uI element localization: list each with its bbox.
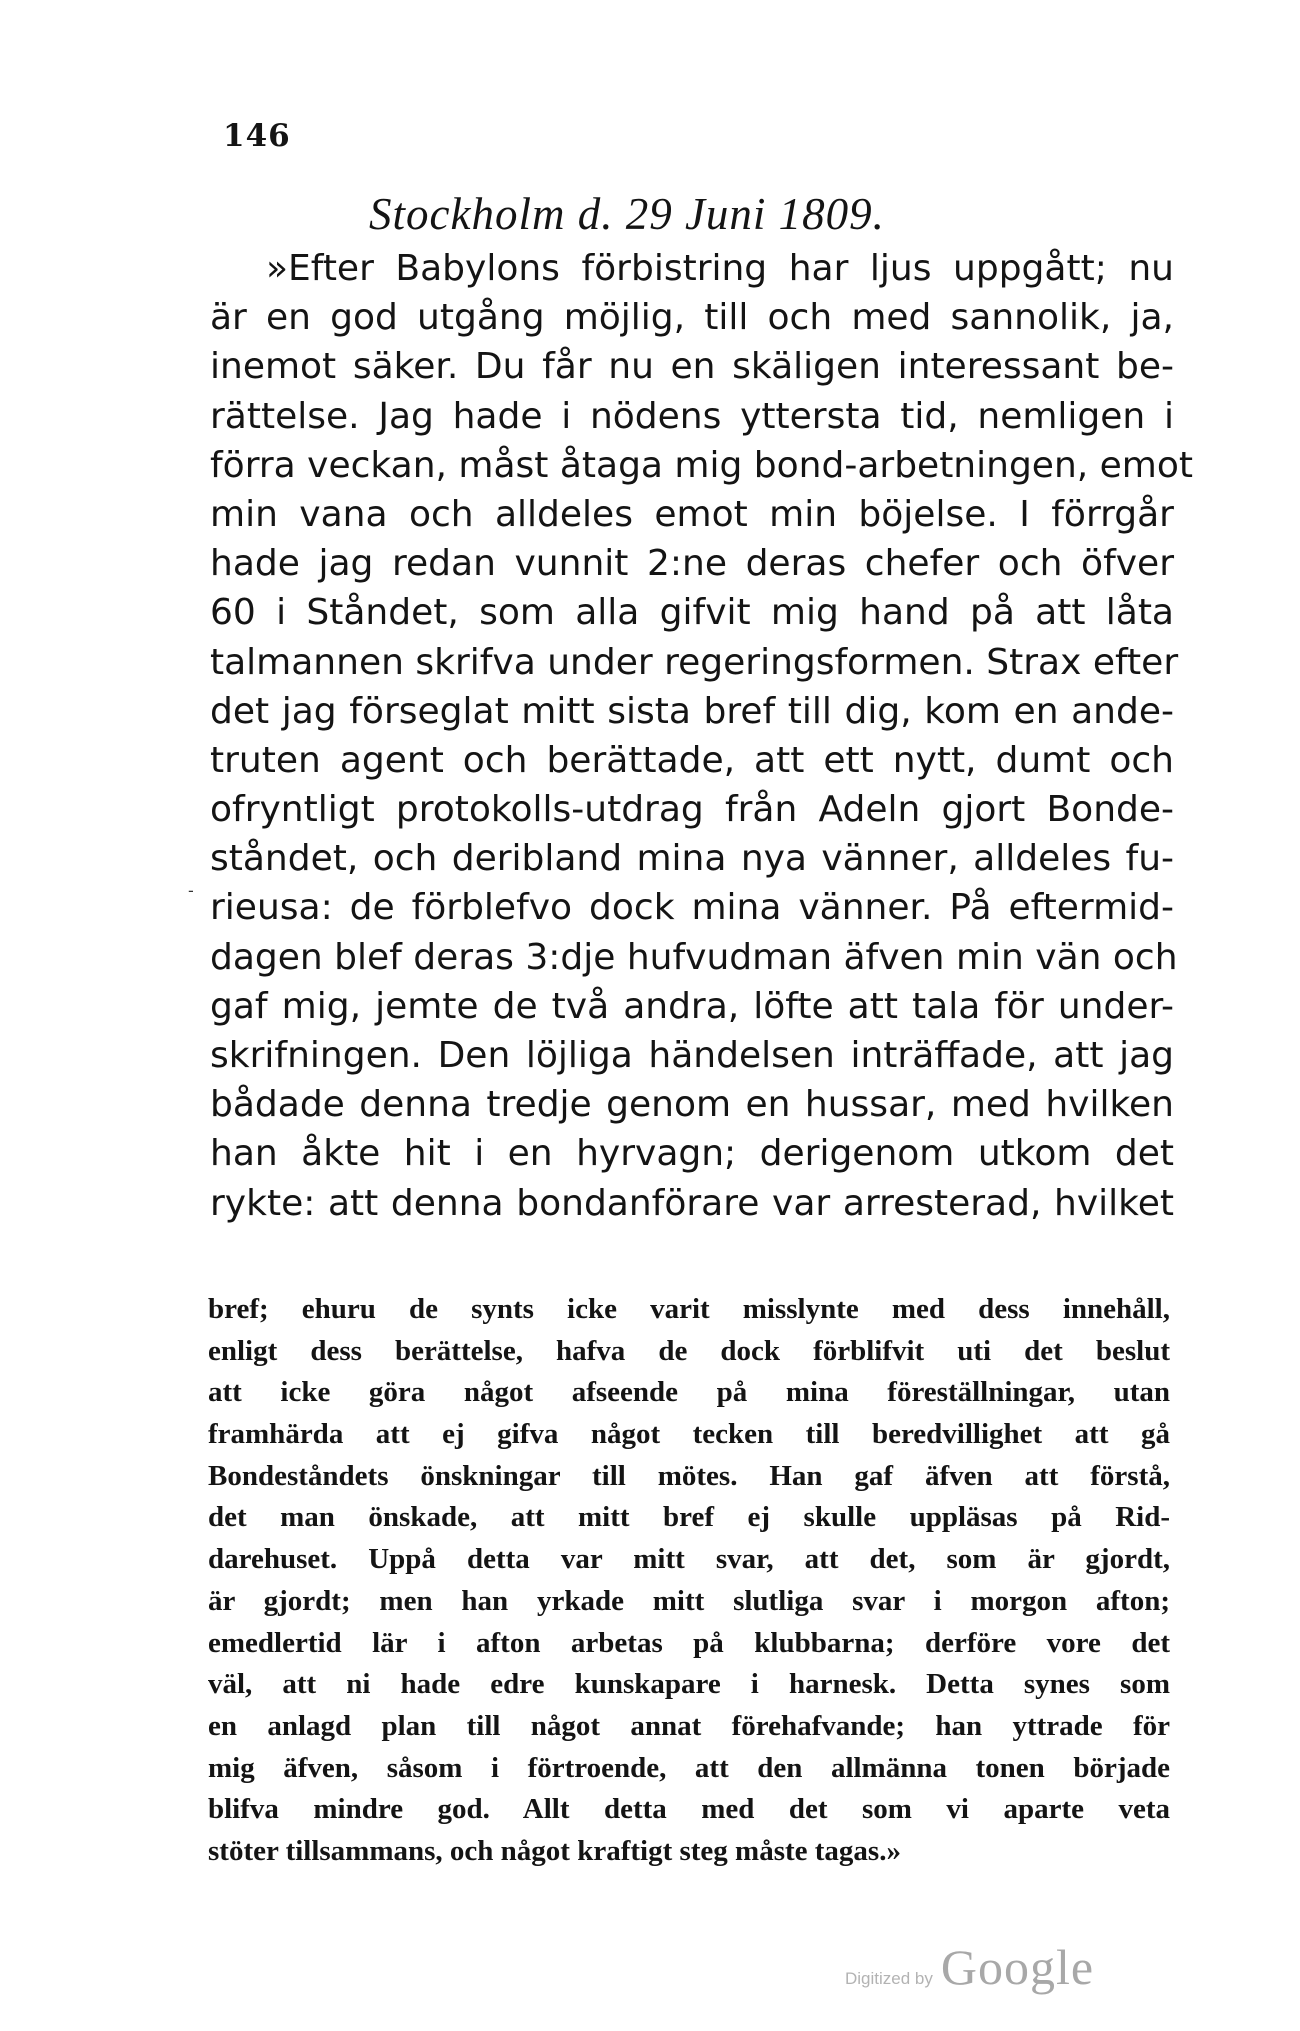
text-line: förra veckan, måst åtaga mig bond-arbetningen, emot — [210, 444, 1194, 486]
text-line: min vana och alldeles emot min böjelse. I förrgår — [210, 493, 1174, 535]
text-line: truten agent och berättade, att ett nytt, dumt och — [210, 739, 1174, 781]
text-line: det jag förseglat mitt sista bref till dig, kom en ande- — [210, 690, 1174, 732]
text-line: han åkte hit i en hyrvagn; derigenom utkom det — [210, 1133, 1174, 1175]
watermark-prefix: Digitized by — [845, 1969, 933, 1988]
footnote-line: mig äfven, såsom i förtroende, att den allmänna tonen började — [208, 1751, 1170, 1784]
margin-mark: - — [188, 881, 194, 900]
footnote-line: att icke göra något afseende på mina föreställningar, utan — [208, 1376, 1170, 1409]
footnote-line: framhärda att ej gifva något tecken till beredvillighet att gå — [208, 1418, 1170, 1451]
google-logo: Google — [940, 1939, 1095, 1995]
footnote-line: bref; ehuru de synts icke varit misslynte med dess innehåll, — [208, 1293, 1170, 1325]
text-line: är en god utgång möjlig, till och med sannolik, ja, — [210, 297, 1174, 339]
footnote-line: emedlertid lär i afton arbetas på klubbarna; derföre vore det — [208, 1626, 1170, 1659]
text-line: rättelse. Jag hade i nödens yttersta tid, nemligen i — [210, 395, 1174, 437]
text-line: bådade denna tredje genom en hussar, med hvilken — [210, 1084, 1174, 1126]
text-line: ofryntligt protokolls-utdrag från Adeln gjort Bonde- — [210, 789, 1174, 831]
footnote-line: blifva mindre god. Allt detta med det som vi aparte veta — [208, 1793, 1170, 1826]
footnote-line: är gjordt; men han yrkade mitt slutliga svar i morgon afton; — [208, 1584, 1170, 1617]
letter-heading: Stockholm d. 29 Juni 1809. — [369, 189, 885, 239]
text-line: »Efter Babylons förbistring har ljus uppgått; nu — [266, 248, 1174, 289]
footnote-line: darehuset. Uppå detta var mitt svar, att det, som är gjordt, — [208, 1543, 1170, 1576]
text-line: talmannen skrifva under regeringsformen. Strax efter — [210, 641, 1179, 683]
text-line: rieusa: de förblefvo dock mina vänner. På eftermid- — [210, 887, 1174, 929]
text-line: rykte: att denna bondanförare var arresterad, hvilket — [210, 1182, 1174, 1224]
text-line: 60 i Ståndet, som alla gifvit mig hand på att låta — [210, 592, 1174, 634]
footnote-line: en anlagd plan till något annat förehafvande; han yttrade för — [208, 1709, 1170, 1742]
text-line: ståndet, och deribland mina nya vänner, alldeles fu- — [210, 838, 1174, 880]
text-line: inemot säker. Du får nu en skäligen interessant be- — [210, 346, 1174, 388]
footnote-line: Bondeståndets önskningar till mötes. Han gaf äfven att förstå, — [208, 1459, 1170, 1492]
footnote-line: enligt dess berättelse, hafva de dock förblifvit uti det beslut — [208, 1334, 1170, 1367]
page-number: 146 — [223, 118, 291, 154]
main-text-block — [210, 244, 1194, 1228]
footnote-line: väl, att ni hade edre kunskapare i harnesk. Detta synes som — [208, 1668, 1170, 1701]
footnote-block — [208, 1289, 1170, 1873]
text-line: gaf mig, jemte de två andra, löfte att tala för under- — [210, 985, 1174, 1027]
text-line: skrifningen. Den löjliga händelsen inträffade, att jag — [210, 1035, 1174, 1076]
footnote-line: stöter tillsammans, och något kraftigt steg måste tagas.» — [208, 1834, 901, 1867]
digitized-watermark — [845, 1938, 1094, 1996]
text-line: hade jag redan vunnit 2:ne deras chefer och öfver — [210, 543, 1174, 585]
text-line: dagen blef deras 3:dje hufvudman äfven min vän och — [210, 936, 1178, 978]
footnote-line: det man önskade, att mitt bref ej skulle uppläsas på Rid- — [208, 1501, 1170, 1534]
